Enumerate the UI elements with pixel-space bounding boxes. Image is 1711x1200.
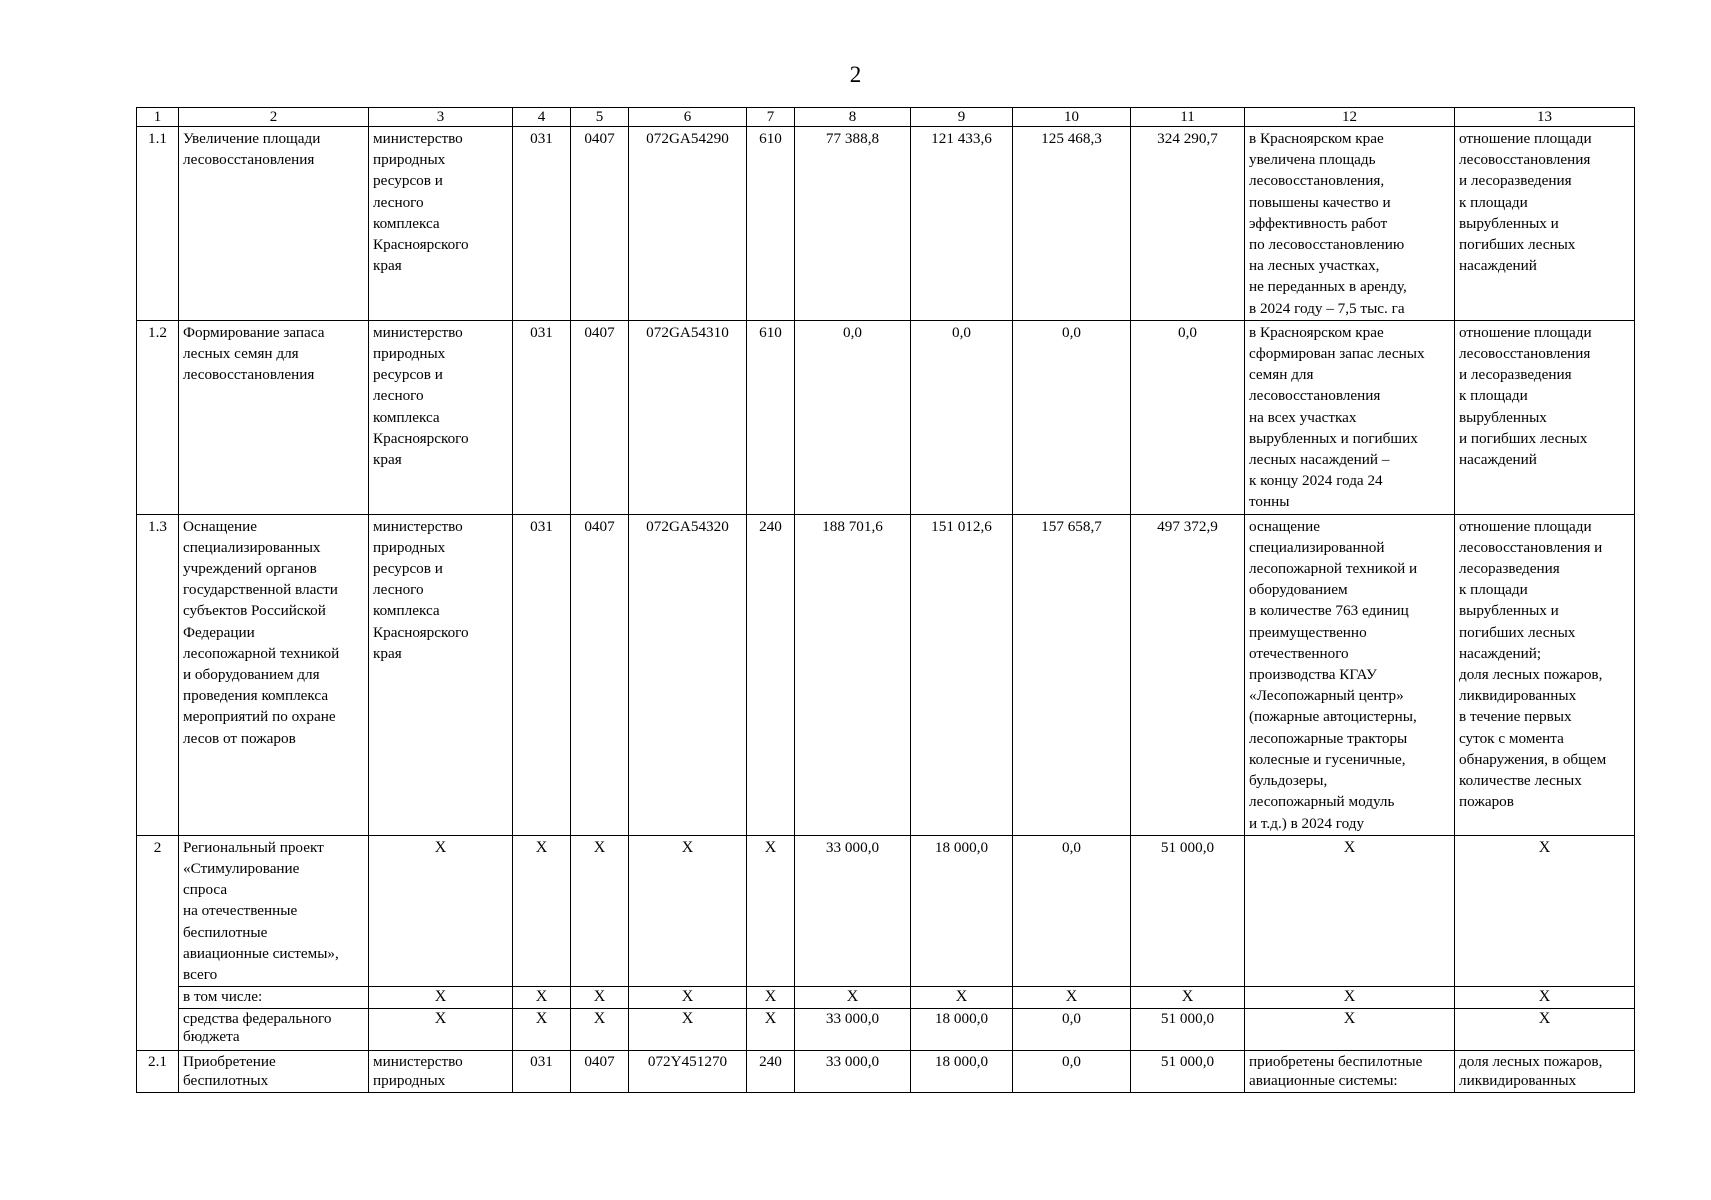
x-cell: Х — [513, 1009, 571, 1051]
x-cell: Х — [513, 987, 571, 1009]
header-cell: 9 — [911, 108, 1013, 127]
amount-cell: 0,0 — [795, 320, 911, 514]
code-cell: 072Y451270 — [629, 1051, 747, 1093]
amount-cell: 18 000,0 — [911, 1051, 1013, 1093]
amount-cell: 0,0 — [1013, 1051, 1131, 1093]
x-cell: Х — [1245, 1009, 1455, 1051]
activity-name: средства федерального бюджета — [179, 1009, 369, 1051]
x-cell: Х — [795, 987, 911, 1009]
expected-result: приобретены беспилотные авиационные системы: — [1245, 1051, 1455, 1093]
activity-name: Региональный проект «Стимулирование спроса на отечественные беспилотные авиационные системы», всего — [179, 835, 369, 986]
header-cell: 7 — [747, 108, 795, 127]
header-cell: 12 — [1245, 108, 1455, 127]
header-cell: 8 — [795, 108, 911, 127]
table-row — [137, 514, 1635, 835]
amount-cell: 33 000,0 — [795, 1051, 911, 1093]
code-cell: 240 — [747, 1051, 795, 1093]
header-cell: 5 — [571, 108, 629, 127]
column-number-row — [137, 108, 1635, 127]
activity-name: Приобретение беспилотных — [179, 1051, 369, 1093]
x-cell: Х — [1245, 835, 1455, 986]
x-cell: Х — [369, 1009, 513, 1051]
code-cell: 610 — [747, 127, 795, 321]
activity-name: Оснащение специализированных учреждений органов государственной власти субъектов Российской Федерации лесопожарной техникой и оборудованием для проведения комплекса мероприятий по охране лесов от пожаров — [179, 514, 369, 835]
indicator: отношение площади лесовосстановления и лесоразведения к площади вырубленных и погибших лесных насаждений — [1455, 127, 1635, 321]
activity-name: Увеличение площади лесовосстановления — [179, 127, 369, 321]
amount-cell: 0,0 — [1131, 320, 1245, 514]
code-cell: 610 — [747, 320, 795, 514]
amount-cell: 51 000,0 — [1131, 1009, 1245, 1051]
amount-cell: 121 433,6 — [911, 127, 1013, 321]
amount-cell: 18 000,0 — [911, 1009, 1013, 1051]
expected-result: оснащение специализированной лесопожарной техникой и оборудованием в количестве 763 единиц преимущественно отечественного производства КГАУ «Лесопожарный центр» (пожарные автоцистерны, лесопожарные тракторы колесные и гусеничные, бульдозеры, лесопожарный модуль и т.д.) в 2024 году — [1245, 514, 1455, 835]
x-cell: Х — [571, 835, 629, 986]
table-row — [137, 1009, 1635, 1051]
amount-cell: 497 372,9 — [1131, 514, 1245, 835]
expected-result: в Красноярском крае сформирован запас лесных семян для лесовосстановления на всех участках вырубленных и погибших лесных насаждений – к концу 2024 года 24 тонны — [1245, 320, 1455, 514]
indicator: отношение площади лесовосстановления и лесоразведения к площади вырубленных и погибших лесных насаждений — [1455, 320, 1635, 514]
x-cell: Х — [1245, 987, 1455, 1009]
expected-result: в Красноярском крае увеличена площадь лесовосстановления, повышены качество и эффективность работ по лесовосстановлению на лесных участках, не переданных в аренду, в 2024 году – 7,5 тыс. га — [1245, 127, 1455, 321]
x-cell: Х — [571, 1009, 629, 1051]
code-cell: 0407 — [571, 127, 629, 321]
amount-cell: 157 658,7 — [1013, 514, 1131, 835]
indicator: отношение площади лесовосстановления и лесоразведения к площади вырубленных и погибших лесных насаждений; доля лесных пожаров, ликвидированных в течение первых суток с момента обнаружения, в общем количестве лесных пожаров — [1455, 514, 1635, 835]
header-cell: 4 — [513, 108, 571, 127]
x-cell: Х — [369, 987, 513, 1009]
x-cell: Х — [1131, 987, 1245, 1009]
row-number: 2 — [137, 835, 179, 1050]
table-row — [137, 127, 1635, 321]
header-cell: 3 — [369, 108, 513, 127]
row-number: 1.1 — [137, 127, 179, 321]
page-number: 2 — [849, 62, 862, 87]
x-cell: Х — [1455, 1009, 1635, 1051]
amount-cell: 0,0 — [1013, 1009, 1131, 1051]
activity-name: в том числе: — [179, 987, 369, 1009]
amount-cell: 51 000,0 — [1131, 835, 1245, 986]
indicator: доля лесных пожаров, ликвидированных — [1455, 1051, 1635, 1093]
amount-cell: 18 000,0 — [911, 835, 1013, 986]
amount-cell: 0,0 — [1013, 835, 1131, 986]
row-number: 2.1 — [137, 1051, 179, 1093]
x-cell: Х — [747, 987, 795, 1009]
table-row — [137, 320, 1635, 514]
amount-cell: 125 468,3 — [1013, 127, 1131, 321]
table-row — [137, 1051, 1635, 1093]
program-table — [136, 107, 1635, 1093]
table-row — [137, 835, 1635, 986]
code-cell: 031 — [513, 127, 571, 321]
x-cell: Х — [1455, 835, 1635, 986]
amount-cell: 188 701,6 — [795, 514, 911, 835]
code-cell: 0407 — [571, 1051, 629, 1093]
code-cell: 072GA54290 — [629, 127, 747, 321]
responsible-org: министерство природных — [369, 1051, 513, 1093]
code-cell: 031 — [513, 1051, 571, 1093]
amount-cell: 151 012,6 — [911, 514, 1013, 835]
header-cell: 2 — [179, 108, 369, 127]
code-cell: 031 — [513, 320, 571, 514]
code-cell: 072GA54310 — [629, 320, 747, 514]
code-cell: 0407 — [571, 320, 629, 514]
header-cell: 11 — [1131, 108, 1245, 127]
table-row — [137, 987, 1635, 1009]
amount-cell: 0,0 — [911, 320, 1013, 514]
amount-cell: 77 388,8 — [795, 127, 911, 321]
x-cell: Х — [911, 987, 1013, 1009]
responsible-org: министерство природных ресурсов и лесного комплекса Красноярского края — [369, 320, 513, 514]
code-cell: 072GA54320 — [629, 514, 747, 835]
x-cell: Х — [571, 987, 629, 1009]
activity-name: Формирование запаса лесных семян для лесовосстановления — [179, 320, 369, 514]
header-cell: 6 — [629, 108, 747, 127]
header-cell: 1 — [137, 108, 179, 127]
row-number: 1.2 — [137, 320, 179, 514]
amount-cell: 33 000,0 — [795, 1009, 911, 1051]
responsible-org: министерство природных ресурсов и лесного комплекса Красноярского края — [369, 514, 513, 835]
x-cell: Х — [513, 835, 571, 986]
x-cell: Х — [747, 1009, 795, 1051]
x-cell: Х — [369, 835, 513, 986]
amount-cell: 0,0 — [1013, 320, 1131, 514]
code-cell: 240 — [747, 514, 795, 835]
amount-cell: 51 000,0 — [1131, 1051, 1245, 1093]
header-cell: 10 — [1013, 108, 1131, 127]
amount-cell: 324 290,7 — [1131, 127, 1245, 321]
x-cell: Х — [629, 835, 747, 986]
amount-cell: 33 000,0 — [795, 835, 911, 986]
x-cell: Х — [1013, 987, 1131, 1009]
x-cell: Х — [629, 1009, 747, 1051]
x-cell: Х — [629, 987, 747, 1009]
x-cell: Х — [747, 835, 795, 986]
x-cell: Х — [1455, 987, 1635, 1009]
responsible-org: министерство природных ресурсов и лесного комплекса Красноярского края — [369, 127, 513, 321]
code-cell: 0407 — [571, 514, 629, 835]
code-cell: 031 — [513, 514, 571, 835]
header-cell: 13 — [1455, 108, 1635, 127]
row-number: 1.3 — [137, 514, 179, 835]
